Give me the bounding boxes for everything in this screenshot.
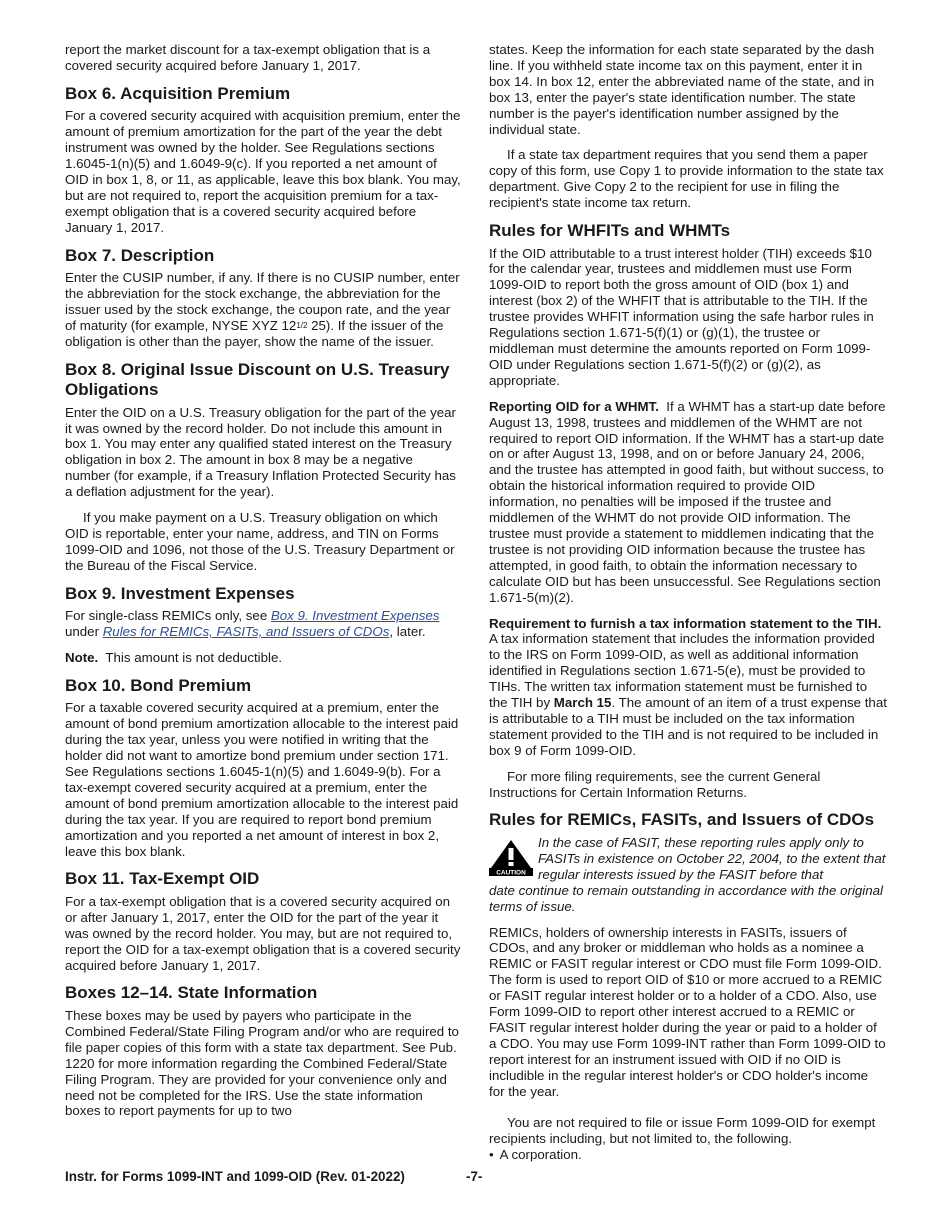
tih-deadline: March 15 xyxy=(553,695,612,711)
box10-heading: Box 10. Bond Premium xyxy=(65,675,252,695)
box11-heading: Box 11. Tax-Exempt OID xyxy=(65,869,260,889)
box6-heading: Box 6. Acquisition Premium xyxy=(65,83,291,103)
footer-title: Instr. for Forms 1099-INT and 1099-OID (Rev. 01-2022) xyxy=(65,1169,405,1184)
box7-heading: Box 7. Description xyxy=(65,245,215,265)
tih-label: Requirement to furnish a tax information statement to the TIH. xyxy=(489,615,882,631)
filing-requirements-paragraph: For more filing requirements, see the current General Instructions for Certain Information Returns. xyxy=(489,768,821,800)
note-text: This amount is not deductible. xyxy=(105,649,283,665)
page-number: -7- xyxy=(466,1169,483,1184)
box8-heading: Box 8. Original Issue Discount on U.S. Treasury Obligations xyxy=(65,359,450,400)
box9-note xyxy=(65,650,461,666)
box8-paragraph-1: Enter the OID on a U.S. Treasury obligation for the part of the year it was owned by the record holder. Do not include this amount in box 1. You may enter any qualified stated interest on the Treasury obligation in box 2. The amount in box 8 may be a negative number (for example, if a Treasury Inflation Protected Security has a deflation adjustment for the year). xyxy=(65,404,456,500)
box7-fraction: 1/2 xyxy=(296,320,308,330)
intro-paragraph: report the market discount for a tax-exempt obligation that is a covered security acquired before January 1, 2017. xyxy=(65,42,431,73)
tih-statement-paragraph xyxy=(489,616,887,759)
boxes12-14-paragraph: These boxes may be used by payers who participate in the Combined Federal/State Filing Program and/or who are required to file paper copies of this form with a state tax department. See Pub. 1220 for more information regarding the Combined Federal/State Filing Program. They are provided for your convenience only and need not be completed for the IRS. Use the state information boxes to report payments for up to two xyxy=(65,1007,459,1119)
box6-paragraph: For a covered security acquired with acquisition premium, enter the amount of premium amortization for the part of the year the debt instrument was owned by the holder. See Regulations sections 1.6045-1(n)(5) and 1.6049-9(c). If you reported a net amount of OID in box 1, 8, or 11, as applicable, leave this box blank. You may, but are not required to, report the acquisition premium for a tax-exempt obligation that is a covered security acquired before January 1, 2017. xyxy=(65,108,461,235)
box7-text-b: 25). If the issuer of the obligation is other than the payer, show the name of the issuer. xyxy=(65,317,444,349)
remic-heading: Rules for REMICs, FASITs, and Issuers of CDOs xyxy=(489,810,875,830)
rules-for-remics-link[interactable]: Rules for REMICs, FASITs, and Issuers of CDOs xyxy=(102,624,390,640)
whmt-text: If a WHMT has a start-up date before August 13, 1998, trustees and middlemen of the WHMT are not required to report OID information. If the WHMT has a start-up date on or after August 13, 1998, and on or before January 24, 2006, and the trustee has attempted in good faith, but without success, to obtain the historical information required to provide OID information, no penalties will be imposed if the trustee and middlemen of the WHMT do not provide OID information. The trustee must provide a statement to middlemen indicating that the trustee is not providing OID information because the trustee has attempted, in good faith, to obtain the information necessary to calculate OID but has been unsuccessful. See Regulations section 1.671-5(m)(2). xyxy=(489,398,886,605)
box8-paragraph-2: If you make payment on a U.S. Treasury obligation on which OID is reportable, enter your name, address, and TIN on Forms 1099-OID and 1096, not those of the U.S. Treasury Department or the Bureau of the Fiscal Service. xyxy=(65,510,455,573)
remic-paragraph-2: You are not required to file or issue Form 1099-OID for exempt recipients including, but not limited to, the following. xyxy=(489,1115,876,1147)
box9-text-b: under xyxy=(65,624,103,640)
box11-paragraph: For a tax-exempt obligation that is a covered security acquired on or after January 1, 2017, enter the OID for the part of the year it was owned by the record holder. You may, but are not required to, report the OID for a tax-exempt obligation that is a covered security acquired before January 1, 2017. xyxy=(65,893,461,973)
note-label: Note. xyxy=(65,649,99,665)
state-info-continued: states. Keep the information for each state separated by the dash line. If you withheld state income tax on this payment, enter it in box 14. In box 12, enter the abbreviated name of the state, and in box 13, enter the payer's state identification number. The state number is the payer's identification number assigned by the individual state. xyxy=(489,42,875,137)
tih-text-b: . The amount of an item of a trust expense that is attributable to a TIH must be included on the tax information statement provided to the TIH and is not required to be included in box 9 of Form 1099-OID. xyxy=(489,695,887,758)
box9-text-a: For single-class REMICs only, see xyxy=(65,608,271,624)
box9-investment-expenses-link[interactable]: Box 9. Investment Expenses xyxy=(270,608,440,624)
remic-paragraph-1: REMICs, holders of ownership interests in FASITs, issuers of CDOs, and any broker or middleman who holds as a nominee a REMIC or FASIT regular interest or CDO must file Form 1099-OID. The form is used to report OID of $10 or more accrued to a REMIC or FASIT regular interest holder or to a holder of a CDO. Also, use Form 1099-OID to report other interest accrued to a REMIC or FASIT regular interest holder during the year or paid to a holder of a CDO. You may use Form 1099-INT rather than Form 1099-OID to report interest for an instrument issued with OID if no OID is includible in the regular interest holder's or CDO holder's income for the year. xyxy=(489,924,886,1099)
caution-label: CAUTION xyxy=(496,869,526,876)
whfit-heading: Rules for WHFITs and WHMTs xyxy=(489,221,731,241)
boxes12-14-heading: Boxes 12–14. State Information xyxy=(65,983,318,1003)
box9-heading: Box 9. Investment Expenses xyxy=(65,583,295,603)
box10-paragraph: For a taxable covered security acquired at a premium, enter the amount of bond premium amortization allocable to the interest paid during the tax year, unless you were notified in writing that the holder did not want to amortize bond premium under section 171. See Regulations sections 1.6045-1(n)(5) and 1.6049-9(b). For a tax-exempt covered security acquired at a premium, enter the amount of bond premium amortization allocable to the interest paid during the tax year. If you are required to report bond premium amortization and you reported a net amount of interest in box 2, leave this box blank. xyxy=(65,700,459,859)
caution-note xyxy=(489,835,887,883)
caution-continued: date continue to remain outstanding in accordance with the original terms of issue. xyxy=(489,882,883,914)
box7-paragraph xyxy=(65,270,461,350)
right-column xyxy=(489,42,887,1163)
exempt-recipients-list xyxy=(489,1147,887,1163)
box9-text-c: , later. xyxy=(389,624,426,640)
whmt-label: Reporting OID for a WHMT. xyxy=(489,398,659,414)
box7-text-a: Enter the CUSIP number, if any. If there is no CUSIP number, enter the abbreviation for the stock exchange, the abbreviation for the issuer used by the stock exchange, the coupon rate, and the year of maturity (for example, NYSE XYZ 12 xyxy=(65,270,460,333)
whmt-paragraph xyxy=(489,399,887,606)
state-copy-paragraph: If a state tax department requires that you send them a paper copy of this form, use Copy 1 to provide information to the state tax department. Give Copy 2 to the recipient for use in filing the recipient's state income tax return. xyxy=(489,147,884,211)
caution-icon xyxy=(489,838,533,876)
left-column xyxy=(65,42,461,1129)
list-item: • A corporation. xyxy=(489,1147,887,1163)
whfit-paragraph-1: If the OID attributable to a trust interest holder (TIH) exceeds $10 for the calendar year, trustees and middlemen must use Form 1099-OID to report both the gross amount of OID (box 1) and interest (box 2) of the WHFIT that is attributable to the TIH. If the trustee provides WHFIT information using the safe harbor rules in Regulations section 1.671-5(f)(1) or (g)(1), the trustee or middleman must determine the amounts reported on Form 1099-OID under Regulations section 1.671-5(f)(2) or (g)(2), as appropriate. xyxy=(489,245,874,388)
caution-text: In the case of FASIT, these reporting rules apply only to FASITs in existence on October 22, 2004, to the extent that regular interests issued by the FASIT before that xyxy=(538,834,886,882)
box9-paragraph xyxy=(65,608,461,640)
tih-text-a: A tax information statement that includes the information provided to the IRS on Form 1099-OID, as well as additional information identified in Regulations section 1.671-5(e), must be provided to TIHs. The written tax information statement must be furnished to the TIH by xyxy=(489,631,875,711)
